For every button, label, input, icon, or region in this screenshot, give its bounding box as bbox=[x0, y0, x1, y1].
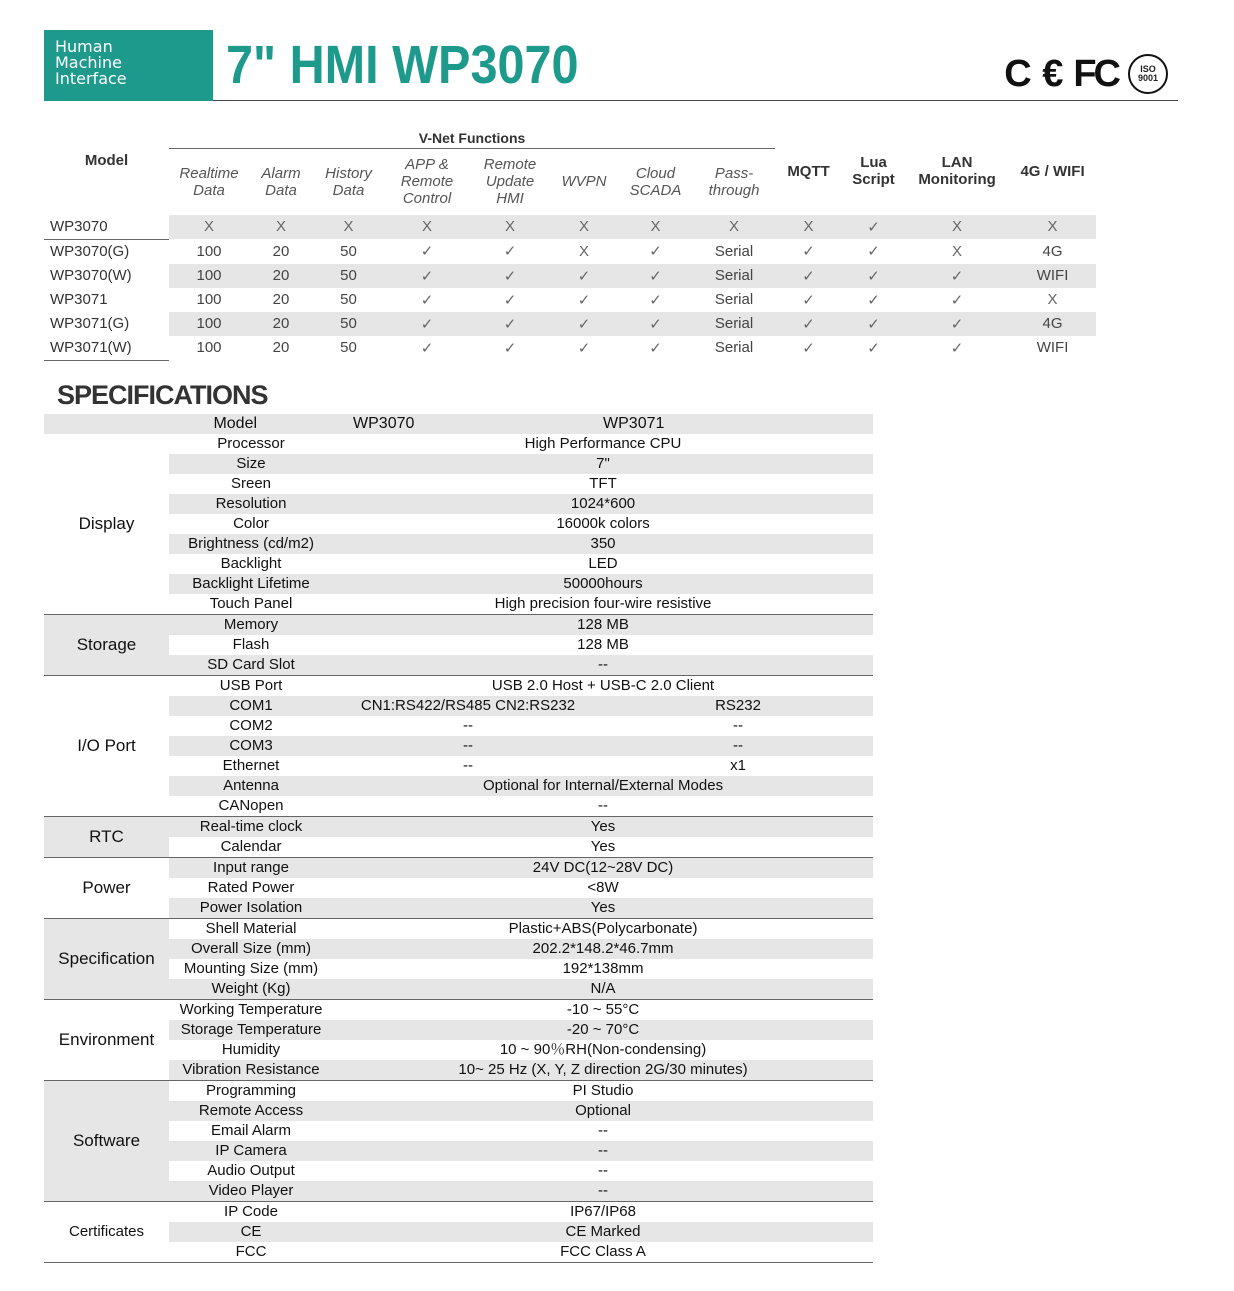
vnet-cell: ✓ bbox=[867, 291, 880, 309]
vnet-row bbox=[44, 312, 1096, 336]
spec-value-wp3070: -- bbox=[463, 757, 474, 774]
spec-row bbox=[44, 1020, 873, 1040]
vnet-cell: ✓ bbox=[905, 312, 1009, 336]
vnet-cell: ✓ bbox=[649, 339, 662, 357]
spec-row bbox=[44, 1000, 873, 1021]
vnet-function-header: APP & Remote Control bbox=[400, 156, 454, 208]
vnet-cell: 50 bbox=[313, 312, 384, 336]
spec-value-wp3070: -- bbox=[463, 717, 474, 734]
spec-category: Software bbox=[44, 1081, 169, 1202]
spec-row bbox=[44, 817, 873, 838]
vnet-cell: ✓ bbox=[384, 312, 470, 336]
brand-box bbox=[44, 30, 213, 101]
spec-value: USB 2.0 Host + USB-C 2.0 Client bbox=[491, 677, 715, 694]
vnet-cell: ✓ bbox=[802, 339, 815, 357]
spec-row bbox=[44, 736, 873, 756]
spec-value: -- bbox=[598, 1122, 609, 1139]
vnet-cell: 100 bbox=[196, 291, 222, 308]
spec-item: Remote Access bbox=[169, 1101, 333, 1121]
spec-value: -- bbox=[333, 1141, 873, 1161]
spec-item: Backlight bbox=[220, 555, 282, 572]
vnet-cell: X bbox=[550, 215, 618, 240]
spec-row bbox=[44, 1081, 873, 1102]
vnet-cell: ✓ bbox=[577, 291, 591, 309]
spec-value: 202.2*148.2*46.7mm bbox=[333, 939, 873, 959]
vnet-functions-table bbox=[44, 128, 1096, 361]
vnet-model-header: Model bbox=[84, 152, 129, 169]
spec-value: FCC Class A bbox=[333, 1242, 873, 1263]
spec-item: Vibration Resistance bbox=[169, 1060, 333, 1081]
vnet-cell: X bbox=[775, 215, 842, 240]
vnet-row bbox=[44, 336, 1096, 361]
vnet-row bbox=[44, 215, 1096, 240]
spec-category: RTC bbox=[44, 817, 169, 858]
vnet-cell: ✓ bbox=[775, 312, 842, 336]
spec-row bbox=[44, 635, 873, 655]
ce-mark-icon: C € bbox=[1004, 53, 1064, 95]
spec-value: -- bbox=[333, 655, 873, 676]
vnet-cell: 20 bbox=[249, 312, 313, 336]
spec-item: Antenna bbox=[169, 776, 333, 796]
spec-category: Power bbox=[44, 858, 169, 919]
vnet-row bbox=[44, 239, 1096, 264]
spec-item: Power Isolation bbox=[169, 898, 333, 919]
spec-value: 350 bbox=[333, 534, 873, 554]
spec-row bbox=[44, 534, 873, 554]
spec-value-wp3071: -- bbox=[733, 717, 744, 734]
spec-row bbox=[44, 898, 873, 919]
spec-value: 128 MB bbox=[577, 636, 629, 653]
vnet-cell: X bbox=[470, 215, 550, 240]
spec-item: Memory bbox=[169, 615, 333, 636]
vnet-cell: X bbox=[1009, 215, 1096, 240]
vnet-cell: 50 bbox=[340, 291, 357, 308]
spec-value: N/A bbox=[333, 979, 873, 1000]
spec-value-wp3070: -- bbox=[333, 736, 603, 756]
vnet-cell: ✓ bbox=[384, 264, 470, 288]
spec-item: IP Code bbox=[224, 1203, 278, 1220]
spec-value: High precision four-wire resistive bbox=[333, 594, 873, 615]
spec-item: Overall Size (mm) bbox=[169, 939, 333, 959]
vnet-cell: ✓ bbox=[420, 243, 434, 261]
spec-item: Programming bbox=[205, 1082, 297, 1099]
vnet-function-header: Remote Update HMI bbox=[483, 156, 537, 208]
spec-value: 10 ~ 90％RH(Non-condensing) bbox=[499, 1041, 707, 1058]
spec-row bbox=[44, 574, 873, 594]
spec-row bbox=[44, 1161, 873, 1181]
spec-item: CE bbox=[169, 1222, 333, 1242]
vnet-cell: ✓ bbox=[842, 264, 905, 288]
spec-row bbox=[44, 878, 873, 898]
spec-row bbox=[44, 1040, 873, 1060]
vnet-cell: ✓ bbox=[649, 243, 662, 261]
vnet-cell: ✓ bbox=[950, 339, 964, 357]
spec-row bbox=[44, 1141, 873, 1161]
spec-row bbox=[44, 796, 873, 817]
spec-item: Audio Output bbox=[207, 1162, 295, 1179]
spec-value: 10~ 25 Hz (X, Y, Z direction 2G/30 minutes) bbox=[333, 1060, 873, 1081]
vnet-cell: Serial bbox=[693, 264, 775, 288]
vnet-cell: ✓ bbox=[905, 264, 1009, 288]
vnet-cell: WIFI bbox=[1036, 339, 1069, 357]
spec-row bbox=[44, 615, 873, 636]
spec-item: IP Camera bbox=[169, 1141, 333, 1161]
spec-head-col2: WP3071 bbox=[603, 414, 873, 434]
vnet-cell: ✓ bbox=[842, 215, 905, 240]
spec-value: LED bbox=[588, 555, 618, 572]
vnet-cell: ✓ bbox=[802, 291, 815, 309]
spec-item: COM1 bbox=[169, 696, 333, 716]
spec-value: Yes bbox=[333, 817, 873, 838]
vnet-cell: Serial bbox=[714, 291, 754, 308]
vnet-cell: X bbox=[313, 215, 384, 240]
spec-item: USB Port bbox=[219, 677, 283, 694]
vnet-row bbox=[44, 288, 1096, 312]
vnet-cell: ✓ bbox=[802, 243, 815, 261]
spec-item: COM3 bbox=[169, 736, 333, 756]
spec-item: Ethernet bbox=[222, 757, 280, 774]
spec-value: 1024*600 bbox=[333, 494, 873, 514]
spec-item: Brightness (cd/m2) bbox=[169, 534, 333, 554]
spec-row bbox=[44, 776, 873, 796]
vnet-header: Lua Script bbox=[852, 154, 895, 189]
spec-row bbox=[44, 1101, 873, 1121]
spec-item: Working Temperature bbox=[179, 1001, 323, 1018]
vnet-cell: 4G bbox=[1009, 312, 1096, 336]
brand-line-1: Human bbox=[55, 37, 113, 56]
spec-row bbox=[44, 454, 873, 474]
vnet-cell: ✓ bbox=[950, 291, 964, 309]
spec-row bbox=[44, 1181, 873, 1202]
spec-row bbox=[44, 919, 873, 940]
spec-value: Optional for Internal/External Modes bbox=[333, 776, 873, 796]
spec-item: Touch Panel bbox=[169, 594, 333, 615]
spec-value: Yes bbox=[333, 837, 873, 858]
spec-item: FCC bbox=[169, 1242, 333, 1263]
spec-value: 24V DC(12~28V DC) bbox=[333, 858, 873, 879]
spec-category: Certificates bbox=[44, 1202, 169, 1263]
brand-line-3: Interface bbox=[55, 69, 127, 88]
spec-value-wp3070: CN1:RS422/RS485 CN2:RS232 bbox=[333, 696, 603, 716]
spec-category: Specification bbox=[44, 919, 169, 1000]
vnet-cell: 20 bbox=[272, 339, 290, 357]
cert-logos bbox=[1004, 54, 1168, 94]
spec-item: Calendar bbox=[169, 837, 333, 858]
spec-value: TFT bbox=[589, 475, 617, 492]
spec-item: Sreen bbox=[230, 475, 272, 492]
vnet-cell: ✓ bbox=[470, 264, 550, 288]
spec-value: PI Studio bbox=[572, 1082, 634, 1099]
specifications-title: SPECIFICATIONS bbox=[57, 380, 268, 410]
vnet-cell: 4G bbox=[1042, 242, 1063, 260]
spec-value: -10 ~ 55°C bbox=[566, 1001, 640, 1018]
spec-item: Rated Power bbox=[207, 879, 295, 896]
spec-category: Storage bbox=[44, 615, 169, 676]
spec-value: High Performance CPU bbox=[524, 435, 682, 452]
vnet-cell: ✓ bbox=[503, 243, 517, 261]
spec-item: Video Player bbox=[169, 1181, 333, 1202]
spec-row bbox=[44, 716, 873, 736]
vnet-cell: Serial bbox=[714, 339, 754, 357]
spec-value: CE Marked bbox=[333, 1222, 873, 1242]
spec-row bbox=[44, 655, 873, 676]
vnet-cell: ✓ bbox=[577, 339, 591, 357]
spec-item: Color bbox=[233, 515, 269, 532]
spec-value: -- bbox=[333, 1181, 873, 1202]
spec-category: I/O Port bbox=[44, 676, 169, 817]
vnet-cell: 50 bbox=[313, 264, 384, 288]
vnet-function-header: WVPN bbox=[561, 173, 607, 191]
spec-item: Backlight Lifetime bbox=[169, 574, 333, 594]
spec-item: Flash bbox=[232, 636, 270, 653]
vnet-cell: ✓ bbox=[503, 339, 517, 357]
spec-category: Display bbox=[44, 434, 169, 615]
spec-item: CANopen bbox=[169, 796, 333, 817]
vnet-cell: X bbox=[905, 215, 1009, 240]
vnet-cell: ✓ bbox=[420, 291, 434, 309]
spec-row bbox=[44, 939, 873, 959]
spec-row bbox=[44, 434, 873, 454]
spec-row bbox=[44, 1121, 873, 1141]
spec-row bbox=[44, 514, 873, 534]
vnet-cell: 20 bbox=[272, 291, 290, 308]
spec-item: SD Card Slot bbox=[169, 655, 333, 676]
spec-value: -- bbox=[598, 1162, 609, 1179]
spec-value: Yes bbox=[333, 898, 873, 919]
vnet-cell: ✓ bbox=[618, 312, 693, 336]
brand-line-2: Machine bbox=[55, 53, 122, 72]
spec-item: Processor bbox=[217, 435, 285, 452]
spec-row bbox=[44, 494, 873, 514]
vnet-cell: ✓ bbox=[470, 312, 550, 336]
vnet-cell: X bbox=[1047, 291, 1058, 308]
vnet-cell: ✓ bbox=[420, 339, 434, 357]
vnet-function-header: History Data bbox=[325, 164, 372, 199]
vnet-function-header: Alarm Data bbox=[261, 164, 301, 199]
vnet-cell: ✓ bbox=[550, 312, 618, 336]
vnet-row bbox=[44, 264, 1096, 288]
spec-value: 7" bbox=[333, 454, 873, 474]
spec-head-col1: WP3070 bbox=[333, 414, 603, 434]
spec-row bbox=[44, 959, 873, 979]
spec-item: Weight (Kg) bbox=[169, 979, 333, 1000]
iso-9001-icon: ISO 9001 bbox=[1128, 54, 1168, 94]
spec-item: Mounting Size (mm) bbox=[183, 960, 319, 977]
vnet-cell: X bbox=[249, 215, 313, 240]
spec-row bbox=[44, 554, 873, 574]
spec-row bbox=[44, 676, 873, 697]
spec-item: Real-time clock bbox=[169, 817, 333, 838]
spec-item: Storage Temperature bbox=[169, 1020, 333, 1040]
spec-value: 128 MB bbox=[333, 615, 873, 636]
vnet-cell: 50 bbox=[340, 242, 357, 260]
vnet-model-cell: WP3071(G) bbox=[50, 315, 130, 332]
vnet-function-header: Cloud SCADA bbox=[629, 164, 682, 199]
page-title: 7" HMI WP3070 bbox=[226, 35, 579, 95]
spec-value-wp3071: -- bbox=[603, 736, 873, 756]
spec-row bbox=[44, 594, 873, 615]
header-divider bbox=[213, 100, 1178, 101]
spec-item: Resolution bbox=[169, 494, 333, 514]
vnet-cell: WIFI bbox=[1009, 264, 1096, 288]
spec-row bbox=[44, 1060, 873, 1081]
vnet-model-cell: WP3071(W) bbox=[44, 336, 169, 361]
spec-row bbox=[44, 837, 873, 858]
spec-value: IP67/IP68 bbox=[570, 1203, 636, 1220]
spec-value: <8W bbox=[587, 879, 619, 896]
vnet-model-cell: WP3070(W) bbox=[50, 267, 132, 284]
spec-value: 192*138mm bbox=[562, 960, 644, 977]
vnet-cell: ✓ bbox=[618, 264, 693, 288]
spec-value: 50000hours bbox=[333, 574, 873, 594]
vnet-model-cell: WP3071 bbox=[50, 291, 108, 308]
vnet-cell: ✓ bbox=[503, 291, 517, 309]
spec-row bbox=[44, 1242, 873, 1263]
vnet-model-cell: WP3070 bbox=[44, 215, 169, 240]
spec-item: COM2 bbox=[229, 717, 273, 734]
spec-row bbox=[44, 756, 873, 776]
vnet-cell: 20 bbox=[272, 242, 290, 260]
vnet-cell: X bbox=[952, 242, 963, 260]
spec-value: Optional bbox=[333, 1101, 873, 1121]
spec-row bbox=[44, 1202, 873, 1223]
vnet-cell: Serial bbox=[714, 242, 754, 260]
spec-row bbox=[44, 858, 873, 879]
page-header bbox=[44, 30, 1178, 101]
vnet-cell: X bbox=[578, 242, 589, 260]
vnet-cell: 100 bbox=[196, 242, 222, 260]
vnet-cell: Serial bbox=[693, 312, 775, 336]
vnet-cell: 100 bbox=[169, 312, 249, 336]
vnet-cell: ✓ bbox=[867, 339, 880, 357]
spec-item: Shell Material bbox=[205, 920, 297, 937]
spec-category: Environment bbox=[44, 1000, 169, 1081]
spec-value: Plastic+ABS(Polycarbonate) bbox=[508, 920, 698, 937]
spec-value-wp3071: x1 bbox=[730, 757, 746, 774]
vnet-cell: ✓ bbox=[775, 264, 842, 288]
spec-item: Input range bbox=[169, 858, 333, 879]
fcc-mark-icon: FC bbox=[1073, 53, 1118, 95]
spec-head-label: Model bbox=[44, 414, 333, 434]
vnet-cell: ✓ bbox=[867, 243, 880, 261]
vnet-group-title: V-Net Functions bbox=[169, 128, 775, 149]
vnet-cell: ✓ bbox=[649, 291, 662, 309]
vnet-header: LAN Monitoring bbox=[918, 154, 996, 189]
spec-value-wp3071: RS232 bbox=[603, 696, 873, 716]
vnet-cell: 100 bbox=[196, 339, 222, 357]
vnet-cell: ✓ bbox=[550, 264, 618, 288]
vnet-cell: ✓ bbox=[842, 312, 905, 336]
vnet-cell: 100 bbox=[169, 264, 249, 288]
vnet-cell: X bbox=[618, 215, 693, 240]
vnet-cell: 50 bbox=[340, 339, 357, 357]
spec-value: 16000k colors bbox=[556, 515, 650, 532]
vnet-header: 4G / WIFI bbox=[1020, 162, 1085, 180]
spec-value: -20 ~ 70°C bbox=[333, 1020, 873, 1040]
spec-item: Email Alarm bbox=[210, 1122, 292, 1139]
spec-row bbox=[44, 979, 873, 1000]
vnet-header: MQTT bbox=[787, 162, 830, 180]
vnet-cell: 20 bbox=[249, 264, 313, 288]
vnet-cell: X bbox=[384, 215, 470, 240]
spec-item: Humidity bbox=[221, 1041, 281, 1058]
vnet-cell: X bbox=[693, 215, 775, 240]
spec-row bbox=[44, 696, 873, 716]
spec-head-row bbox=[44, 414, 873, 434]
spec-item: Size bbox=[169, 454, 333, 474]
specifications-table bbox=[44, 414, 873, 1263]
spec-row bbox=[44, 474, 873, 494]
spec-row bbox=[44, 1222, 873, 1242]
vnet-function-header: Realtime Data bbox=[179, 164, 239, 199]
spec-value: -- bbox=[333, 796, 873, 817]
vnet-cell: X bbox=[169, 215, 249, 240]
vnet-model-cell: WP3070(G) bbox=[50, 243, 130, 260]
vnet-function-header: Pass-through bbox=[708, 164, 760, 199]
